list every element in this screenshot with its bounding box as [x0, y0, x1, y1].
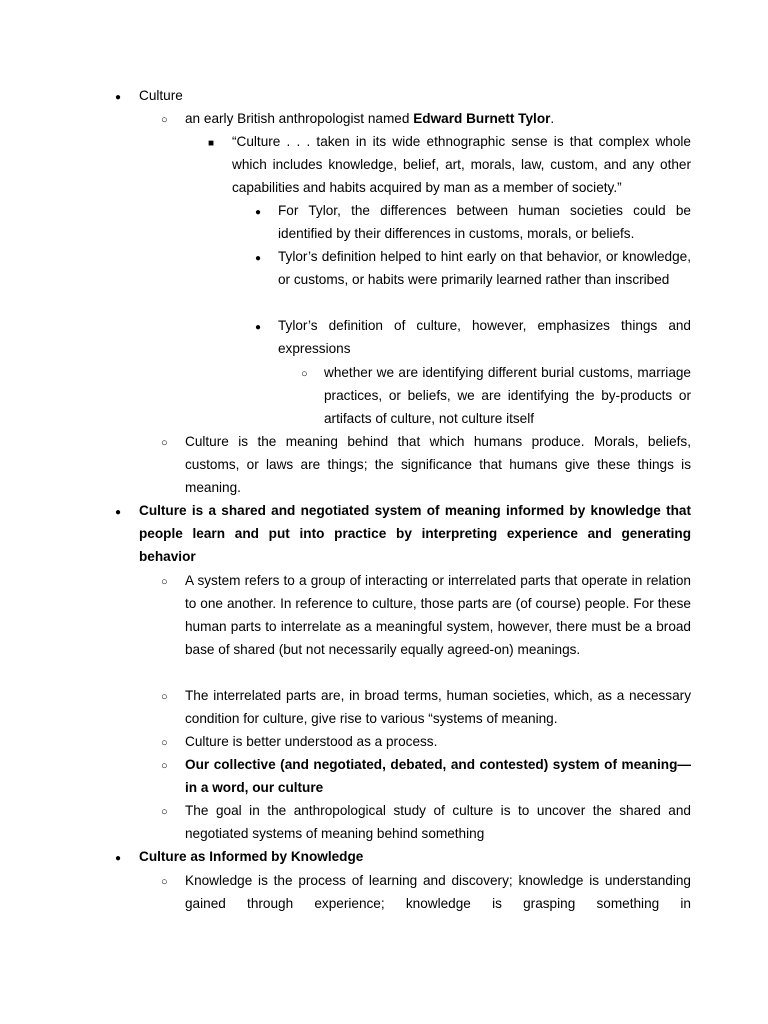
- list-item-tylor-learned: [278, 245, 691, 291]
- bullet-disc: [255, 314, 261, 339]
- tylor-name: Edward Burnett Tylor: [413, 111, 551, 126]
- list-item-text: The goal in the anthropological study of culture is to uncover the shared and negotiated systems of meaning behind something: [185, 803, 691, 842]
- list-item-system-definition: [185, 569, 691, 661]
- list-item-text: whether we are identifying different burial customs, marriage practices, or beliefs, we are identifying the by-products or artifacts of culture, not culture itself: [324, 365, 691, 427]
- list-item-knowledge-process: [185, 869, 691, 915]
- bullet-circle: [161, 753, 168, 778]
- bullet-disc: [115, 84, 121, 109]
- list-item-text: Culture is a shared and negotiated system of meaning informed by knowledge that people learn and put into practice by interpreting experience and generating behavior: [139, 503, 691, 565]
- list-item-text: “Culture . . . taken in its wide ethnographic sense is that complex whole which includes knowledge, belief, art, morals, law, custom, and any other capabilities and habits acquired by man as a member of society.”: [232, 134, 691, 196]
- list-item-text: For Tylor, the differences between human societies could be identified by their differences in customs, morals, or beliefs.: [278, 203, 691, 242]
- list-item-burial-customs: [324, 361, 691, 430]
- bullet-disc: [255, 199, 261, 224]
- list-item-goal: [185, 799, 691, 845]
- bullet-circle: [161, 869, 168, 894]
- list-item-text: Our collective (and negotiated, debated, and contested) system of meaning—in a word, our culture: [185, 757, 691, 796]
- bullet-square: [208, 130, 214, 155]
- bullet-disc: [115, 845, 121, 870]
- list-item-tylor-intro: [185, 107, 691, 130]
- bullet-circle: [161, 684, 168, 709]
- list-item-culture: [139, 84, 691, 107]
- list-item-text: Culture: [139, 88, 183, 103]
- list-item-text: Culture is the meaning behind that which humans produce. Morals, beliefs, customs, or laws are things; the significance that humans give these things is meaning.: [185, 434, 691, 496]
- list-item-tylor-differences: [278, 199, 691, 245]
- list-item-informed-by-knowledge: [139, 845, 691, 868]
- list-item-text: Culture is better understood as a process.: [185, 734, 438, 749]
- bullet-circle: [161, 430, 168, 455]
- list-item-text: Culture as Informed by Knowledge: [139, 849, 364, 864]
- bullet-circle: [161, 730, 168, 755]
- list-item-meaning: [185, 430, 691, 499]
- list-item-tylor-quote: [232, 130, 691, 199]
- list-item-collective-system: [185, 753, 691, 799]
- list-item-text: A system refers to a group of interacting or interrelated parts that operate in relation to one another. In reference to culture, those parts are (of course) people. For these human parts to interrelate as a meaningful system, however, there must be a broad base of shared (but not necessarily equally agreed-on) meanings.: [185, 573, 691, 658]
- list-item-text: Tylor’s definition helped to hint early on that behavior, or knowledge, or customs, or habits were primarily learned rather than inscribed: [278, 249, 691, 288]
- list-item-process: [185, 730, 691, 753]
- bullet-disc: [255, 245, 261, 270]
- list-item-text: The interrelated parts are, in broad terms, human societies, which, as a necessary condition for culture, give rise to various “systems of meaning.: [185, 688, 691, 727]
- list-item-shared-system: [139, 499, 691, 568]
- list-item-text: an early British anthropologist named: [185, 111, 414, 126]
- list-item-interrelated-parts: [185, 684, 691, 730]
- bullet-disc: [115, 499, 121, 524]
- bullet-circle: [301, 361, 308, 386]
- list-item-text: Tylor’s definition of culture, however, emphasizes things and expressions: [278, 318, 691, 357]
- list-item-text: .: [550, 111, 555, 126]
- list-item-text: Knowledge is the process of learning and discovery; knowledge is understanding gained through experience; knowledge is grasping something in: [185, 873, 691, 912]
- bullet-circle: [161, 107, 168, 132]
- list-item-tylor-expressions: [278, 314, 691, 360]
- bullet-circle: [161, 799, 168, 824]
- bullet-circle: [161, 569, 168, 594]
